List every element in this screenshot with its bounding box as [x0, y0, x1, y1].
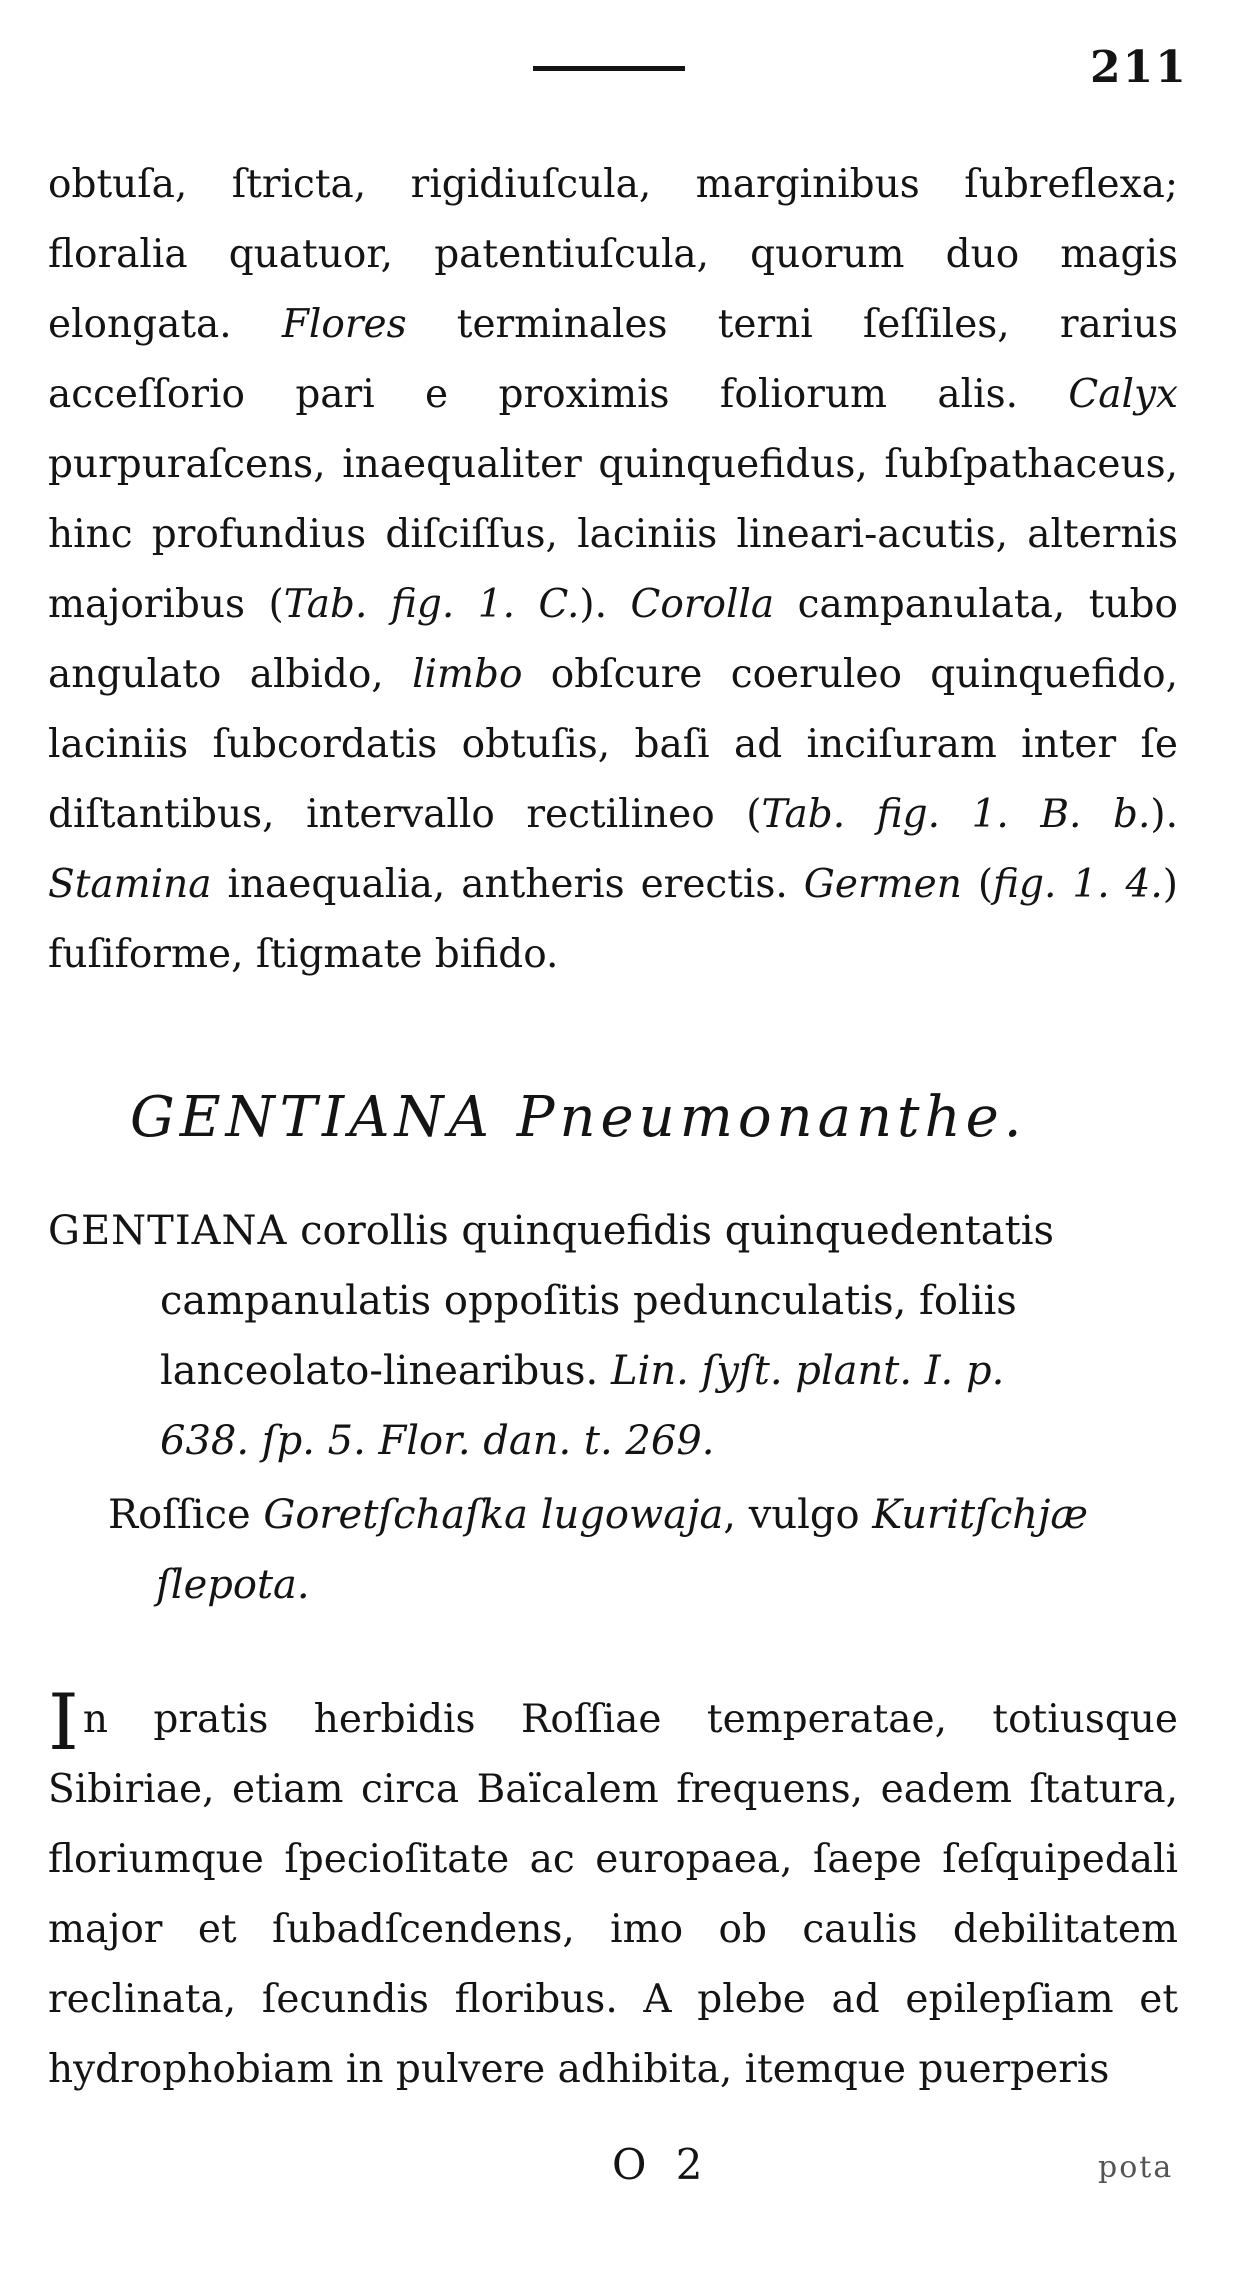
vulgar-name: Kuritſchjæ	[872, 1492, 1089, 1538]
term-limbo: limbo	[412, 652, 523, 697]
text-run: lanceolato-linearibus.	[160, 1348, 611, 1394]
drop-cap: I	[48, 1678, 79, 1768]
citation-linnaeus: Lin. ſyſt. plant. I. p.	[610, 1348, 1005, 1394]
text-run: , vulgo	[723, 1492, 873, 1538]
figure-reference: Tab. fig. 1. B. b.	[761, 792, 1151, 837]
text-run: ).	[579, 582, 631, 627]
russian-name: Goretſchaſka lugowaja	[263, 1492, 724, 1538]
text-run: campanulata, tubo angulato albido,	[48, 582, 1178, 697]
text-run: (	[961, 862, 994, 907]
species-definition	[48, 1196, 1178, 1476]
definition-line-1	[48, 1196, 1178, 1266]
term-stamina: Stamina	[48, 862, 212, 907]
text-run: obtuſa, ſtricta, rigidiuſcula, marginibus ſubreflexa; floralia quatuor, patentiuſcula, quorum duo magis elongata.	[48, 162, 1178, 347]
text-run: corollis quinquefidis quinquedentatis	[287, 1208, 1055, 1254]
text-run: purpuraſcens, inaequaliter quinquefidus, ſubſpathaceus, hinc profundius diſciſſus, laciniis lineari-acutis, alternis majoribus (	[48, 442, 1178, 627]
term-corolla: Corolla	[630, 582, 775, 627]
genus-name: GENTIANA	[48, 1208, 288, 1254]
text-run: n pratis herbidis Roſſiae temperatae, totiusque Sibiriae, etiam circa Baïcalem frequens, eadem ſtatura, floriumque ſpecioſitate ac europaea, ſaepe ſeſquipedali major et ſubadſcendens, imo ob caulis debilitatem reclinata, ſecundis floribus. A plebe ad epilepſiam et hydrophobiam in pulvere adhibita, itemque puerperis	[48, 1697, 1178, 2092]
page-number: 211	[1090, 42, 1188, 93]
text-run: ) fuſiforme, ſtigmate bifido.	[48, 862, 1178, 977]
species-heading: GENTIANA Pneumonanthe.	[130, 1085, 1027, 1150]
habitat-paragraph	[48, 1678, 1178, 2105]
term-flores: Flores	[281, 302, 407, 347]
vulgar-name-continued: ſlepota.	[156, 1562, 310, 1608]
signature-mark: O 2	[612, 2140, 711, 2189]
text-run: Roſſice	[108, 1492, 264, 1538]
definition-line-3	[48, 1336, 1178, 1406]
text-run: terminales terni ſeſſiles, rarius acceſſorio pari e proximis foliorum alis.	[48, 302, 1178, 417]
text-run: ).	[1150, 792, 1178, 837]
definition-line-2: campanulatis oppoſitis pedunculatis, foliis	[160, 1278, 1017, 1324]
vernacular-names	[108, 1480, 1178, 1620]
text-run: obſcure coeruleo quinquefido, laciniis ſubcordatis obtuſis, baſi ad inciſuram inter ſe diſtantibus, intervallo rectilineo (	[48, 652, 1178, 837]
text-run: inaequalia, antheris erectis.	[211, 862, 804, 907]
figure-reference: fig. 1. 4.	[993, 862, 1163, 907]
header-rule	[533, 66, 685, 71]
description-paragraph	[48, 150, 1178, 990]
catchword: pota	[1098, 2150, 1174, 2185]
figure-reference: Tab. fig. 1. C.	[283, 582, 580, 627]
definition-line-4: 638. ſp. 5. Flor. dan. t. 269.	[160, 1418, 715, 1464]
term-calyx: Calyx	[1068, 372, 1178, 417]
term-germen: Germen	[803, 862, 962, 907]
